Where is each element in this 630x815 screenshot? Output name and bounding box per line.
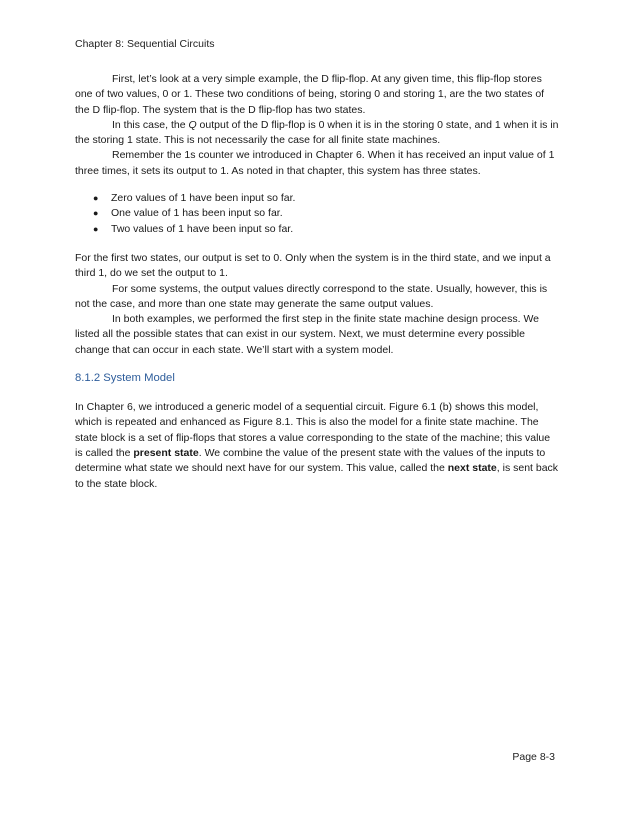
paragraph-first-two-states: For the first two states, our output is set to 0. Only when the system is in the third state, and we input a third 1, do we set the output to 1. — [75, 251, 551, 280]
term-present-state: present state — [133, 446, 199, 459]
section-heading: 8.1.2 System Model — [75, 372, 175, 385]
document-body — [75, 72, 559, 492]
text-run: . We combine the value of the present state with the values of the inputs to determine what state we should next have for our system. This value, called the — [75, 446, 546, 475]
bullet-icon: ● — [93, 223, 99, 234]
list-item-text: Zero values of 1 have been input so far. — [111, 192, 296, 205]
list-item — [93, 191, 559, 206]
bullet-icon: ● — [93, 208, 99, 219]
state-list — [75, 191, 559, 237]
paragraph-q-output — [75, 118, 559, 149]
list-item-text: One value of 1 has been input so far. — [111, 207, 283, 220]
text-run: , is sent back to the state block. — [75, 462, 559, 490]
list-item — [93, 222, 559, 237]
page-number: Page 8-3 — [512, 751, 555, 763]
text-run: output of the D flip-flop is 0 when it is in the storing 0 state, and 1 when it is in the storing 1 state. This is not necessarily the case for all finite state machines. — [75, 118, 559, 147]
paragraph-system-model — [75, 400, 559, 492]
q-italic: Q — [188, 118, 197, 131]
paragraph-output-values: For some systems, the output values directly correspond to the state. Usually, however, this is not the case, and more than one state may generate the same output values. — [75, 282, 548, 310]
bullet-icon: ● — [93, 193, 99, 204]
list-item-text: Two values of 1 have been input so far. — [111, 222, 294, 235]
running-header: Chapter 8: Sequential Circuits — [75, 38, 215, 50]
term-next-state: next state — [447, 462, 497, 475]
text-run: In Chapter 6, we introduced a generic model of a sequential circuit. Figure 6.1 (b) shows this model, which is repeated and enhanced as Figure 8.1. This is also the model for a finite state machine. The state block is a set of flip-flops that stores a value corresponding to the state of the machine; this value is called the — [75, 401, 551, 459]
list-item — [93, 206, 559, 221]
paragraph-1s-counter: Remember the 1s counter we introduced in Chapter 6. When it has received an input value of 1 three times, it sets its output to 1. As noted in that chapter, this system has three states. — [75, 149, 555, 177]
paragraph-d-flip-flop: First, let’s look at a very simple example, the D flip-flop. At any given time, this flip-flop stores one of two values, 0 or 1. These two conditions of being, storing 0 and storing 1, are the two states of the D flip-flop. The system that is the D flip-flop has two states. — [75, 73, 545, 116]
paragraph-design-process: In both examples, we performed the first step in the finite state machine design process. We listed all the possible states that can exist in our system. Next, we must determine every possible change that can occur in each state. We’ll start with a system model. — [75, 313, 540, 356]
text-run: In this case, the — [112, 118, 189, 131]
